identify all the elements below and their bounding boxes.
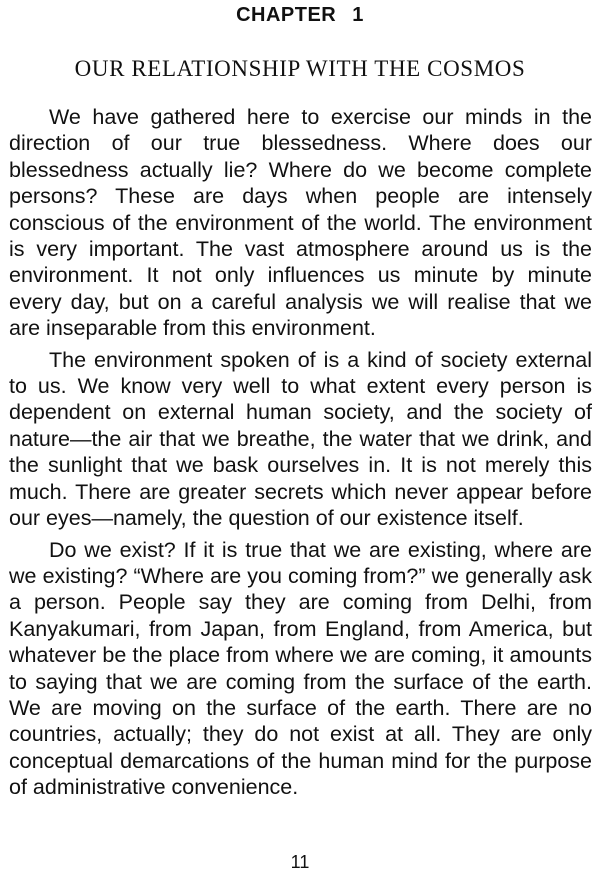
chapter-title: OUR RELATIONSHIP WITH THE COSMOS bbox=[74, 56, 526, 81]
chapter-label: CHAPTER 1 bbox=[236, 4, 364, 26]
paragraph-1: We have gathered here to exercise our minds in the direction of our true blessedness. Where does our blessedness actually lie? Where do we become complete persons? These are days when people are intensely conscious of the environment of the world. The environment is very important. The vast atmosphere around us is the environment. It not only influences us minute by minute every day, but on a careful analysis we will realise that we are inseparable from this environment. bbox=[9, 105, 592, 341]
chapter-body bbox=[9, 104, 592, 806]
paragraph-3: Do we exist? If it is true that we are existing, where are we existing? “Where are you coming from?” we generally ask a person. People say they are coming from Delhi, from Kanyakumari, from Japan, from England, from America, but whatever be the place from where we are coming, it amounts to saying that we are coming from the surface of the earth. We are moving on the surface of the earth. There are no countries, actually; they do not exist at all. They are only conceptual demarcations of the human mind for the purpose of administrative convenience. bbox=[9, 537, 592, 800]
page-number: 11 bbox=[290, 852, 310, 872]
paragraph-2: The environment spoken of is a kind of society external to us. We know very well to what extent every person is dependent on external human society, and the society of nature—the air that we breathe, the water that we drink, and the sunlight that we bask ourselves in. It is not merely this much. There are greater secrets which never appear before our eyes—namely, the question of our existence itself. bbox=[9, 347, 592, 531]
